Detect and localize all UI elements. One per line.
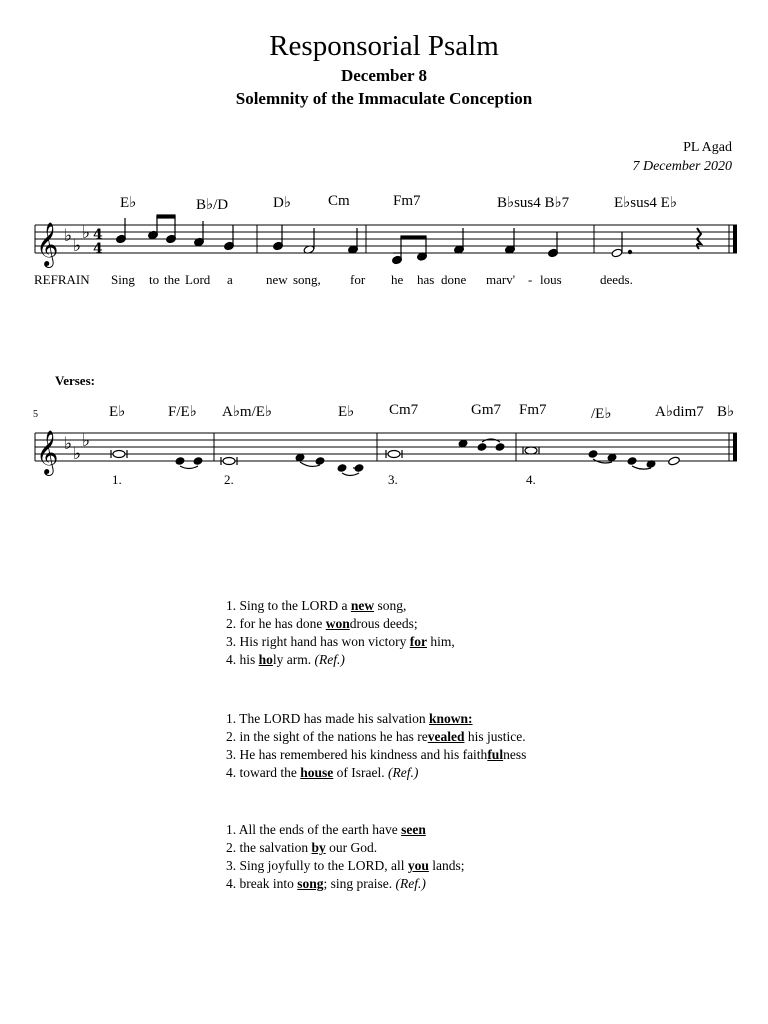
measure-number: 5 xyxy=(33,409,38,420)
verse-chord: Cm7 xyxy=(389,402,419,418)
stanza-line: 1. All the ends of the earth have seen xyxy=(226,822,426,837)
time-signature-top: 4 xyxy=(93,227,103,243)
page-title: Responsorial Psalm xyxy=(269,30,499,62)
verse-chord: B♭ xyxy=(717,404,735,420)
refrain-chord: D♭ xyxy=(273,195,291,211)
stanza-line: 3. Sing joyfully to the LORD, all you lands; xyxy=(226,858,465,873)
flat-icon: ♭ xyxy=(64,434,73,454)
verse-chord: A♭m/E♭ xyxy=(222,404,272,420)
refrain-chord: E♭ xyxy=(120,195,137,211)
lyric-syllable: - xyxy=(528,272,533,287)
refrain-label: REFRAIN xyxy=(34,272,90,287)
lyric-syllable: song, xyxy=(293,272,321,287)
refrain-chord: B♭sus4 B♭7 xyxy=(497,195,570,211)
verse-number: 4. xyxy=(526,472,536,487)
treble-clef-icon: 𝄞 xyxy=(36,222,59,266)
composition-date: 7 December 2020 xyxy=(632,159,732,174)
time-signature-bottom: 4 xyxy=(93,241,103,257)
stanza-line: 4. toward the house of Israel. (Ref.) xyxy=(226,765,419,780)
lyric-syllable: Lord xyxy=(185,272,211,287)
flat-icon: ♭ xyxy=(73,236,82,256)
lyric-syllable: done xyxy=(441,272,467,287)
flat-icon: ♭ xyxy=(64,226,73,246)
lyric-syllable: new xyxy=(266,272,288,287)
verse-chord: Gm7 xyxy=(471,402,501,418)
verse-chord: E♭ xyxy=(109,404,126,420)
stanza-line: 1. The LORD has made his salvation known: xyxy=(226,711,473,726)
lyric-syllable: he xyxy=(391,272,404,287)
composer: PL Agad xyxy=(683,140,732,155)
verse-number: 3. xyxy=(388,472,398,487)
lyric-syllable: for xyxy=(350,272,366,287)
verses-label: Verses: xyxy=(55,373,95,388)
refrain-staff xyxy=(0,210,768,270)
stanza-line: 2. the salvation by our God. xyxy=(226,840,378,855)
lyric-syllable: to xyxy=(149,272,160,287)
lyric-syllable: lous xyxy=(540,272,562,287)
feast-date: December 8 xyxy=(340,66,428,85)
verse-chord: Fm7 xyxy=(519,402,547,418)
stanza-line: 3. He has remembered his kindness and his faithfulness xyxy=(226,747,527,762)
flat-icon: ♭ xyxy=(82,431,91,451)
verse-chord: F/E♭ xyxy=(168,404,197,420)
refrain-chord: Cm xyxy=(328,193,350,209)
stanza-line: 1. Sing to the LORD a new song, xyxy=(226,598,407,613)
verse-chord: /E♭ xyxy=(591,406,612,422)
lyric-syllable: marv' xyxy=(486,272,516,287)
stanza-2 xyxy=(226,710,526,782)
treble-clef-icon: 𝄞 xyxy=(36,430,59,474)
feast-name: Solemnity of the Immaculate Conception xyxy=(235,89,533,108)
refrain-chord: E♭sus4 E♭ xyxy=(614,195,677,211)
refrain-chord: Fm7 xyxy=(393,193,421,209)
stanza-line: 4. break into song; sing praise. (Ref.) xyxy=(226,876,426,891)
stanza-1 xyxy=(226,597,455,669)
refrain-chord: B♭/D xyxy=(196,197,229,213)
stanza-line: 3. His right hand has won victory for him, xyxy=(226,634,455,649)
lyric-syllable: the xyxy=(164,272,180,287)
verses-staff xyxy=(0,420,768,480)
lyric-syllable: a xyxy=(227,272,233,287)
flat-icon: ♭ xyxy=(82,223,91,243)
verse-chord: A♭dim7 xyxy=(655,404,704,420)
lyric-syllable: has xyxy=(417,272,435,287)
stanza-3 xyxy=(226,821,465,893)
flat-icon: ♭ xyxy=(73,444,82,464)
verse-chord: E♭ xyxy=(338,404,355,420)
stanza-line: 2. for he has done wondrous deeds; xyxy=(226,616,418,631)
lyric-syllable: deeds. xyxy=(600,272,633,287)
lyric-syllable: Sing xyxy=(111,272,135,287)
stanza-line: 2. in the sight of the nations he has revealed his justice. xyxy=(226,729,526,744)
stanza-line: 4. his holy arm. (Ref.) xyxy=(226,652,345,667)
verse-number: 1. xyxy=(112,472,122,487)
verse-number: 2. xyxy=(224,472,234,487)
